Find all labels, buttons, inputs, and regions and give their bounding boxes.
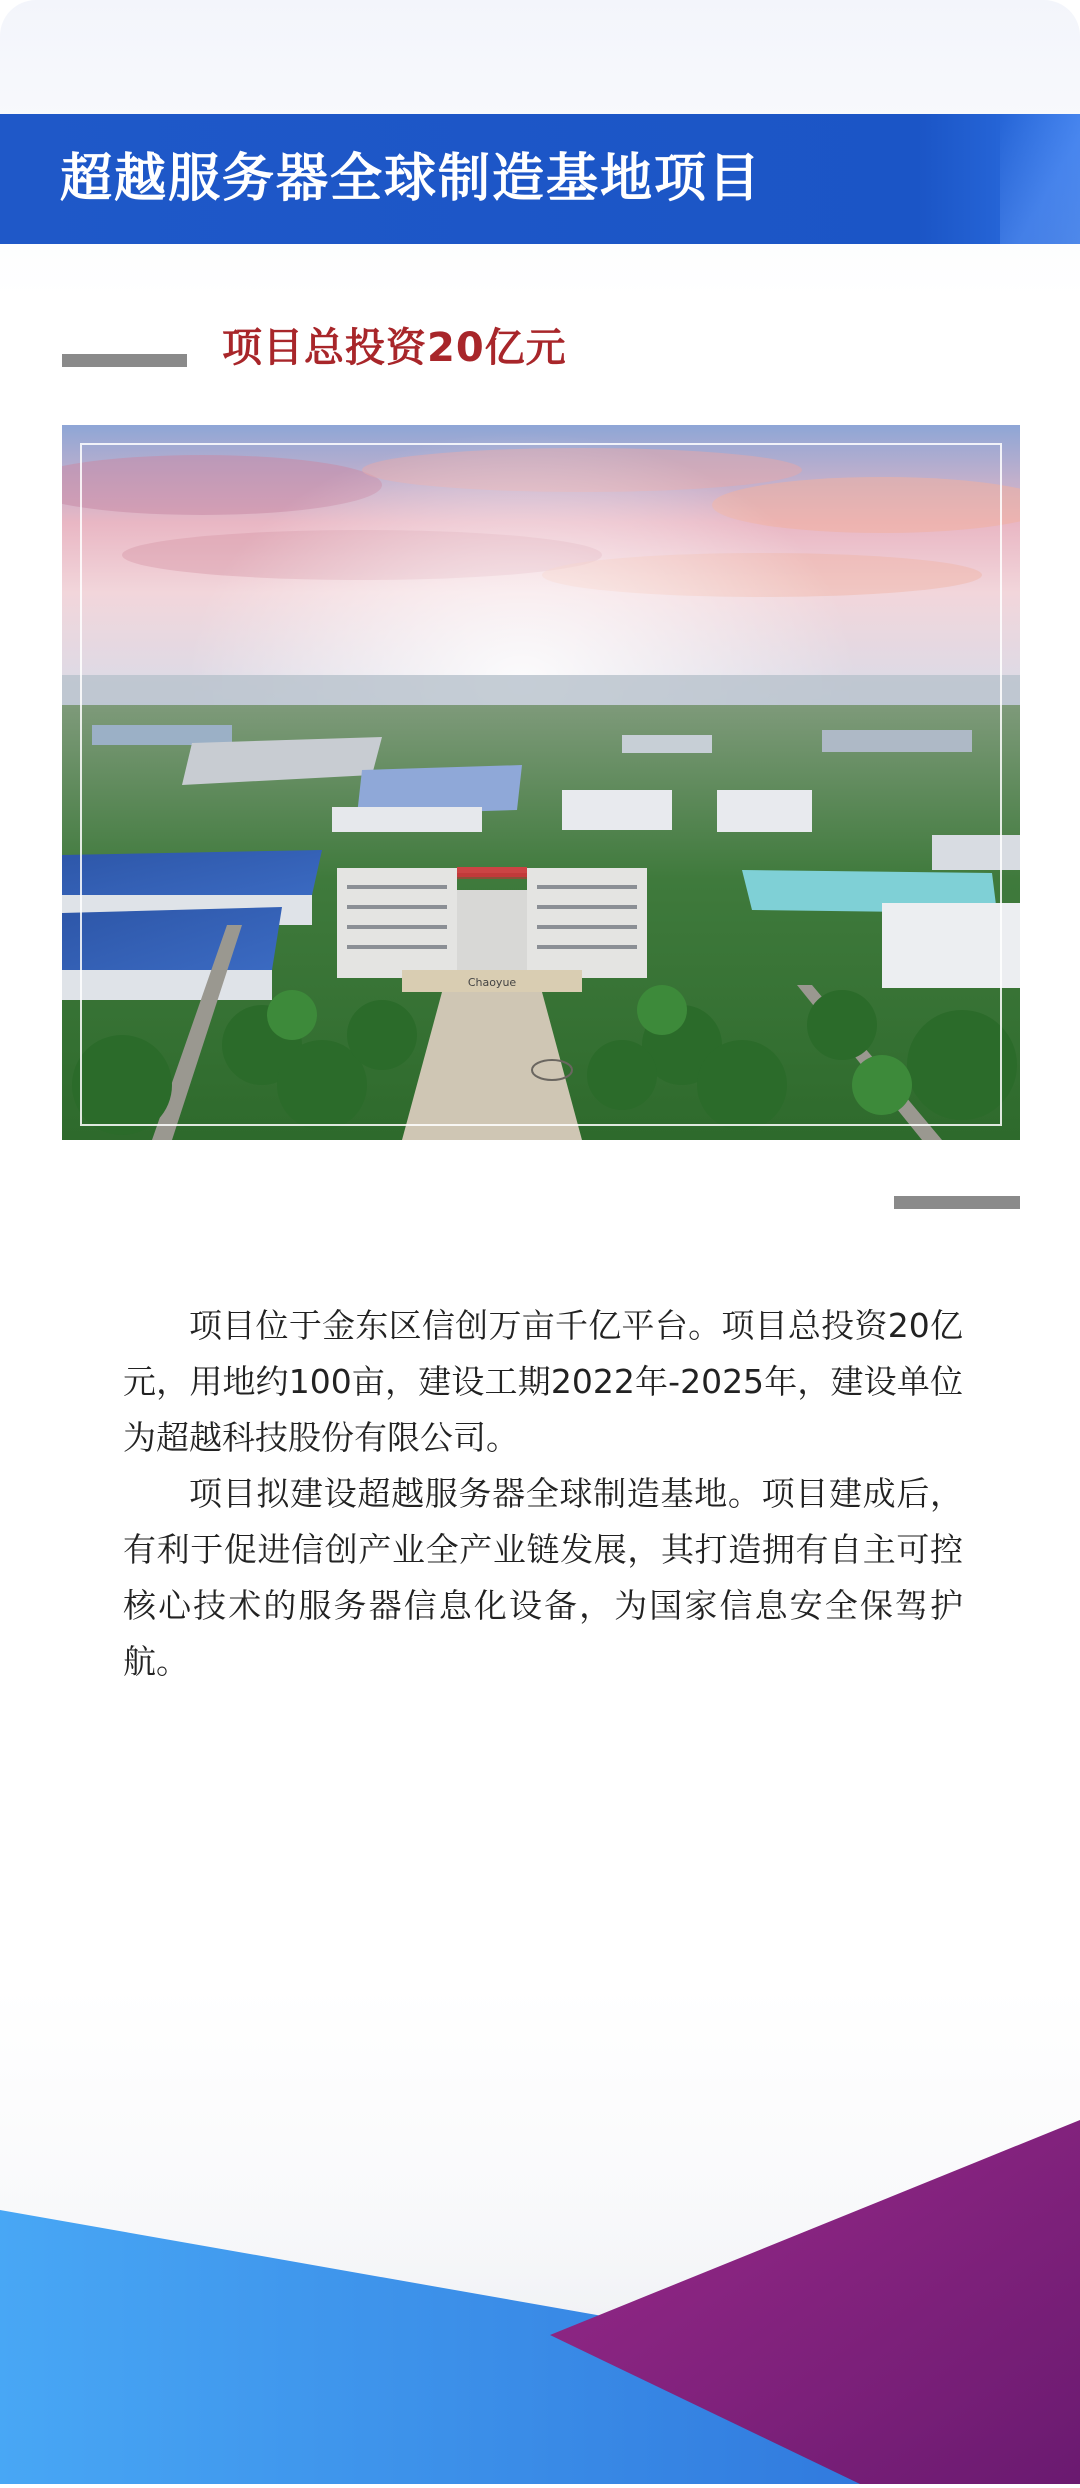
building-sign: Chaoyue bbox=[467, 976, 517, 989]
page-title: 超越服务器全球制造基地项目 bbox=[60, 149, 763, 209]
title-banner bbox=[0, 114, 1080, 244]
footer-decoration bbox=[0, 2100, 1080, 2484]
section-subtitle: 项目总投资20亿元 bbox=[222, 325, 567, 371]
project-description bbox=[123, 1298, 963, 1690]
right-accent-bar bbox=[894, 1196, 1020, 1209]
campus-aerial-photo bbox=[62, 425, 1020, 1140]
paragraph-2: 项目拟建设超越服务器全球制造基地。项目建成后，有利于促进信创产业全产业链发展，其打造拥有自主可控核心技术的服务器信息化设备，为国家信息安全保驾护航。 bbox=[123, 1474, 963, 1681]
paragraph-1: 项目位于金东区信创万亩千亿平台。项目总投资20亿元，用地约100亩，建设工期2022年-2025年，建设单位为超越科技股份有限公司。 bbox=[123, 1306, 963, 1457]
subtitle-accent-bar bbox=[62, 354, 187, 367]
